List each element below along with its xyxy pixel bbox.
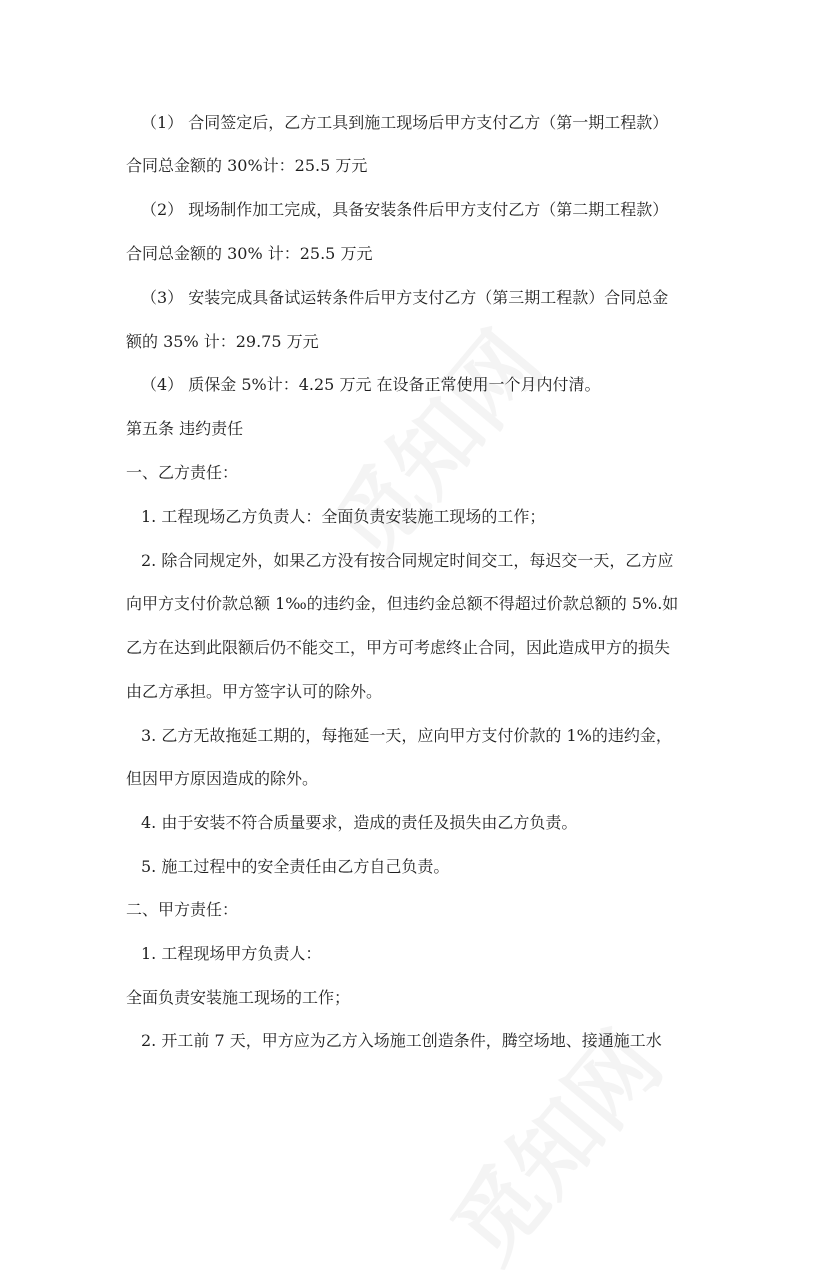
payment-term-4: （4） 质保金 5%计：4.25 万元 在设备正常使用一个月内付清。 bbox=[141, 375, 601, 394]
payment-term-3-line-1: （3） 安装完成具备试运转条件后甲方支付乙方（第三期工程款）合同总金 bbox=[141, 288, 669, 307]
party-b-item-5: 5. 施工过程中的安全责任由乙方自己负责。 bbox=[141, 857, 450, 876]
party-b-item-4: 4. 由于安装不符合质量要求，造成的责任及损失由乙方负责。 bbox=[141, 813, 578, 832]
payment-term-1-line-2: 合同总金额的 30%计：25.5 万元 bbox=[126, 156, 368, 175]
party-a-item-1-line-2: 全面负责安装施工现场的工作； bbox=[126, 988, 351, 1007]
party-b-item-1: 1. 工程现场乙方负责人：全面负责安装施工现场的工作； bbox=[141, 507, 546, 526]
party-b-item-3-line-2: 但因甲方原因造成的除外。 bbox=[126, 769, 319, 788]
payment-term-2-line-2: 合同总金额的 30% 计：25.5 万元 bbox=[126, 244, 373, 263]
party-a-item-2-line-1: 2. 开工前 7 天，甲方应为乙方入场施工创造条件，腾空场地、接通施工水 bbox=[141, 1031, 662, 1050]
subsection-heading-party-a: 二、甲方责任： bbox=[126, 900, 239, 919]
party-b-item-2-line-3: 乙方在达到此限额后仍不能交工，甲方可考虑终止合同，因此造成甲方的损失 bbox=[126, 638, 671, 657]
subsection-heading-party-b: 一、乙方责任： bbox=[126, 463, 239, 482]
party-b-item-2-line-2: 向甲方支付价款总额 1‰的违约金，但违约金总额不得超过价款总额的 5%.如 bbox=[126, 594, 679, 613]
payment-term-1-line-1: （1） 合同签定后，乙方工具到施工现场后甲方支付乙方（第一期工程款） bbox=[141, 113, 669, 132]
party-b-item-3-line-1: 3. 乙方无故拖延工期的，每拖延一天，应向甲方支付价款的 1%的违约金， bbox=[141, 726, 672, 745]
party-a-item-1-line-1: 1. 工程现场甲方负责人： bbox=[141, 944, 322, 963]
party-b-item-2-line-1: 2. 除合同规定外，如果乙方没有按合同规定时间交工，每迟交一天，乙方应 bbox=[141, 551, 674, 570]
payment-term-2-line-1: （2） 现场制作加工完成，具备安装条件后甲方支付乙方（第二期工程款） bbox=[141, 200, 669, 219]
payment-term-3-line-2: 额的 35% 计：29.75 万元 bbox=[126, 332, 319, 351]
party-b-item-2-line-4: 由乙方承担。甲方签字认可的除外。 bbox=[126, 682, 383, 701]
section-heading: 第五条 违约责任 bbox=[126, 419, 244, 438]
watermark bbox=[299, 301, 565, 584]
